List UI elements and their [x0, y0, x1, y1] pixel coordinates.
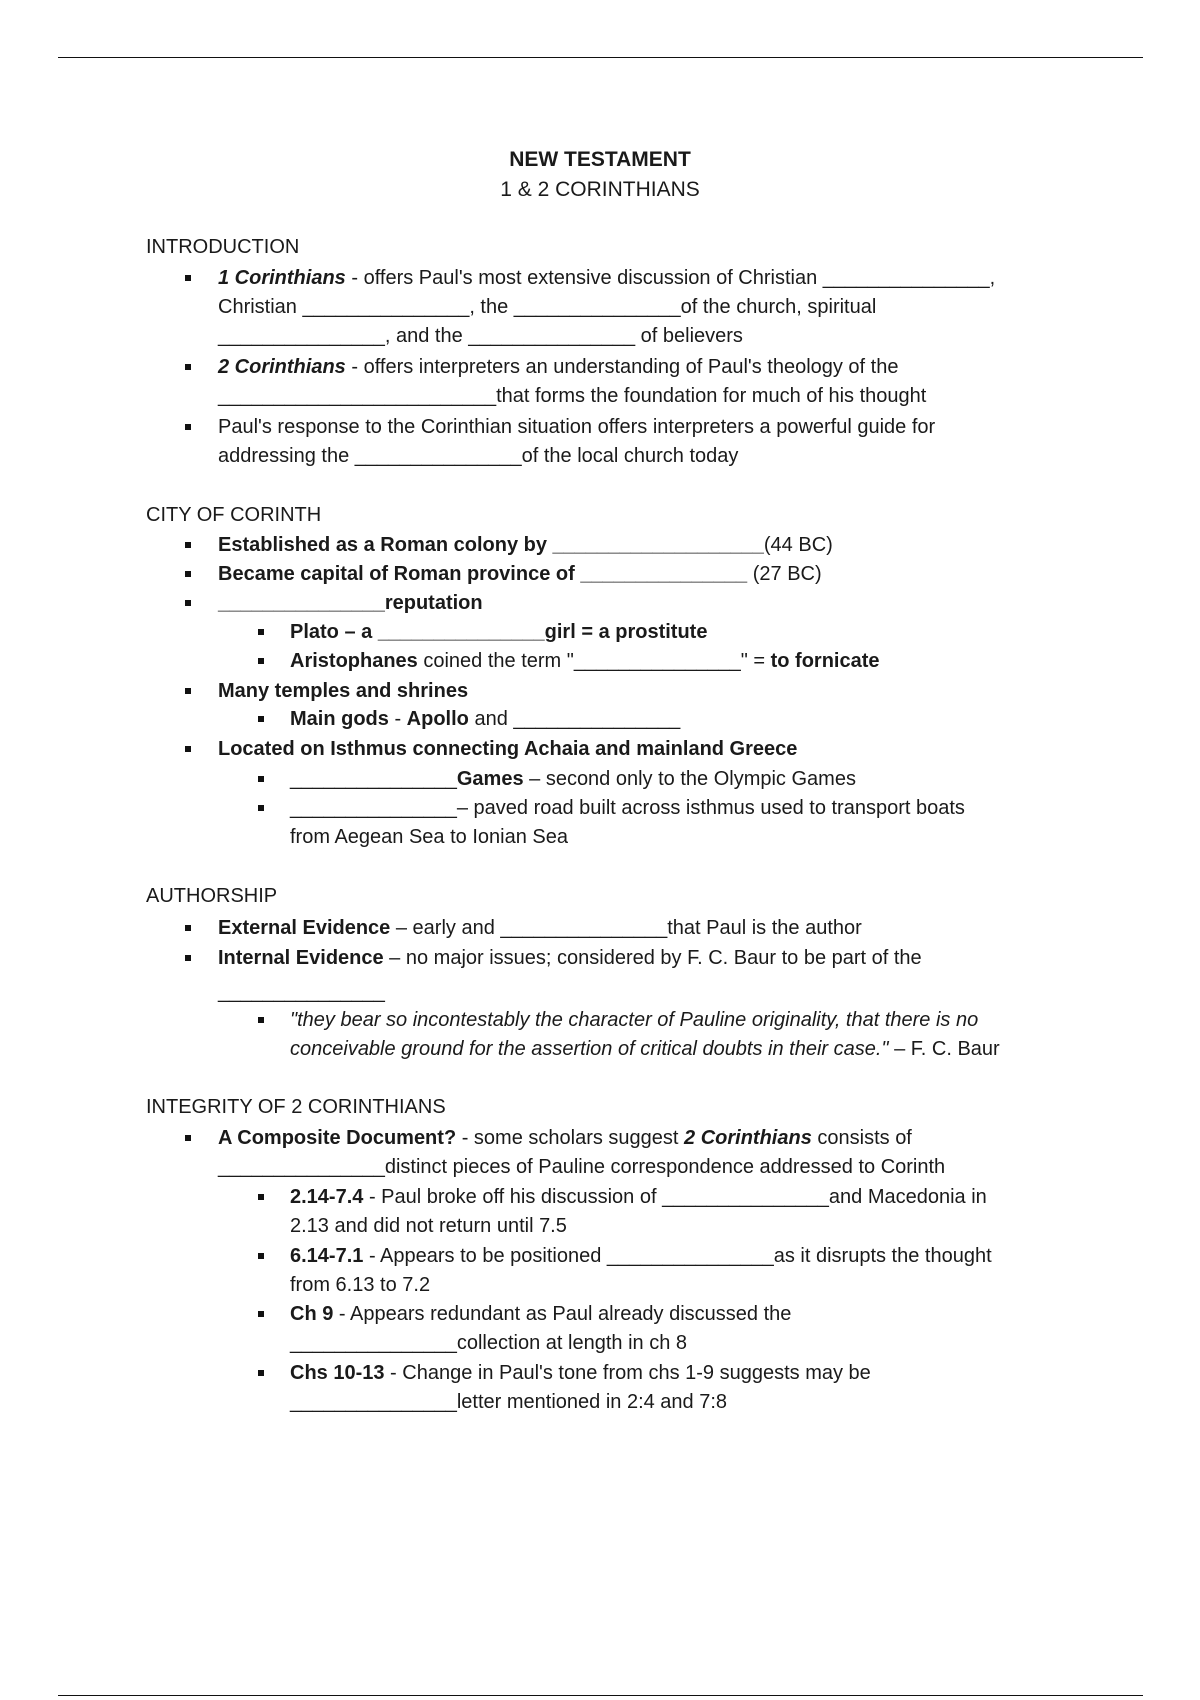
sub-list-item: 2.14-7.4 - Paul broke off his discussion of _______________and Macedonia in 2.13 and did not return until 7.5: [290, 1183, 1090, 1241]
list-item: 2 Corinthians - offers interpreters an understanding of Paul's theology of the _________________________that forms the foundation for much of his thought: [218, 353, 1098, 411]
bullet-icon: [185, 600, 191, 606]
sub-list-item: 6.14-7.1 - Appears to be positioned _______________as it disrupts the thought from 6.13 to 7.2: [290, 1242, 1090, 1300]
bullet-icon: [258, 658, 264, 664]
list-item: Located on Isthmus connecting Achaia and mainland Greece: [218, 735, 1098, 764]
bottom-rule: [58, 1695, 1143, 1696]
bullet-icon: [185, 571, 191, 577]
section-heading-integrity: INTEGRITY OF 2 CORINTHIANS: [146, 1096, 446, 1118]
list-item: Paul's response to the Corinthian situation offers interpreters a powerful guide for addressing the _______________of the local church today: [218, 413, 1098, 471]
sub-list-item: "they bear so incontestably the character of Pauline originality, that there is no conceivable ground for the assertion of critical doubts in their case." – F. C. Baur: [290, 1006, 1100, 1064]
bullet-icon: [258, 1370, 264, 1376]
bullet-icon: [258, 805, 264, 811]
section-heading-city: CITY OF CORINTH: [146, 504, 322, 526]
bullet-icon: [258, 1253, 264, 1259]
list-item-continuation: _______________: [218, 981, 385, 1003]
sub-list-item: _______________– paved road built across isthmus used to transport boats from Aegean Sea to Ionian Sea: [290, 794, 1090, 852]
bullet-icon: [185, 1135, 191, 1141]
list-item: A Composite Document? - some scholars suggest 2 Corinthians consists of _______________distinct pieces of Pauline correspondence addressed to Corinth: [218, 1124, 1098, 1182]
bullet-icon: [185, 364, 191, 370]
list-item: Established as a Roman colony by ___________________(44 BC): [218, 531, 1098, 560]
list-item: Became capital of Roman province of _______________ (27 BC): [218, 560, 1098, 589]
top-rule: [58, 57, 1143, 58]
sub-list-item: Ch 9 - Appears redundant as Paul already discussed the _______________collection at length in ch 8: [290, 1300, 1090, 1358]
bullet-icon: [185, 424, 191, 430]
sub-list-item: Plato – a _______________girl = a prostitute: [290, 618, 1090, 647]
bullet-icon: [258, 1017, 264, 1023]
bullet-icon: [258, 629, 264, 635]
bullet-icon: [258, 776, 264, 782]
bullet-icon: [185, 275, 191, 281]
document-title: NEW TESTAMENT: [509, 148, 691, 171]
sub-list-item: Main gods - Apollo and _______________: [290, 705, 1090, 734]
list-item: Internal Evidence – no major issues; considered by F. C. Baur to be part of the: [218, 944, 1098, 973]
bullet-icon: [185, 746, 191, 752]
sub-list-item: _______________Games – second only to the Olympic Games: [290, 765, 1090, 794]
list-item: 1 Corinthians - offers Paul's most extensive discussion of Christian _______________, Christian _______________, the _______________of the church, spiritual _______________, and the _______________ of believers: [218, 264, 1098, 351]
bullet-icon: [258, 1194, 264, 1200]
sub-list-item: Chs 10-13 - Change in Paul's tone from chs 1-9 suggests may be _______________letter mentioned in 2:4 and 7:8: [290, 1359, 1090, 1417]
document-subtitle: 1 & 2 CORINTHIANS: [500, 178, 700, 201]
list-item: External Evidence – early and _______________that Paul is the author: [218, 914, 1098, 943]
bullet-icon: [185, 542, 191, 548]
bullet-icon: [185, 955, 191, 961]
bullet-icon: [185, 925, 191, 931]
list-item: _______________reputation: [218, 589, 1098, 618]
sub-list-item: Aristophanes coined the term "_______________" = to fornicate: [290, 647, 1090, 676]
section-heading-authorship: AUTHORSHIP: [146, 885, 278, 907]
bullet-icon: [185, 688, 191, 694]
bullet-icon: [258, 716, 264, 722]
section-heading-introduction: INTRODUCTION: [146, 236, 300, 258]
bullet-icon: [258, 1311, 264, 1317]
list-item: Many temples and shrines: [218, 677, 1098, 706]
